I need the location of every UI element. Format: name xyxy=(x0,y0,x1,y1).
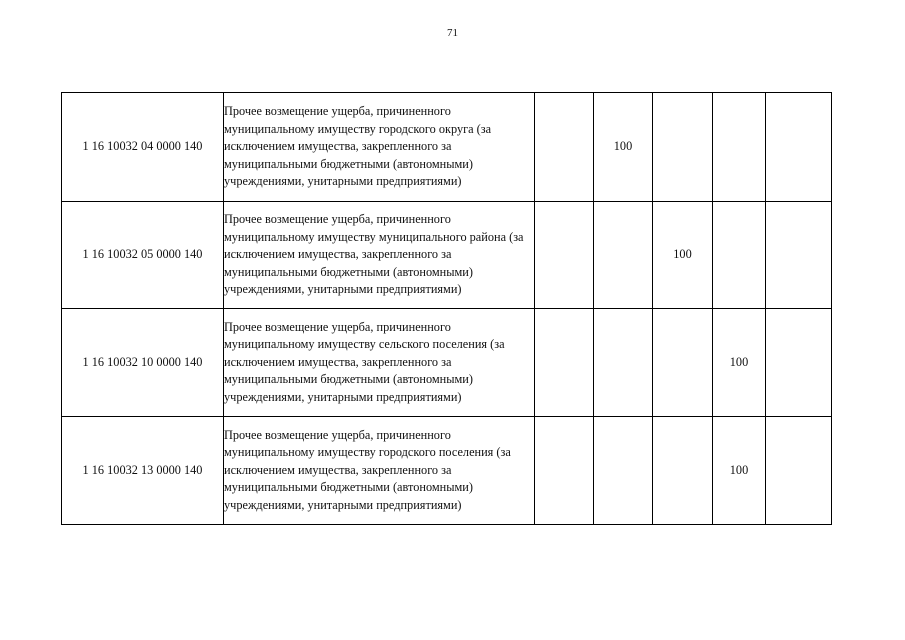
value-cell-5 xyxy=(766,93,832,202)
revenue-classification-table xyxy=(61,92,832,525)
value-cell-2: 100 xyxy=(594,93,653,202)
value-cell-5 xyxy=(766,417,832,525)
value-cell-1 xyxy=(535,417,594,525)
value-cell-5 xyxy=(766,202,832,309)
budget-code-cell: 1 16 10032 04 0000 140 xyxy=(62,93,224,202)
value-cell-3 xyxy=(653,93,713,202)
revenue-name-cell: Прочее возмещение ущерба, причиненного муниципальному имуществу муниципального района (за исключением имущества, закрепленного за муниципальными бюджетными (автономными) учреждениями, унитарными предприятиями) xyxy=(224,202,535,309)
value-cell-5 xyxy=(766,309,832,417)
budget-code-cell: 1 16 10032 05 0000 140 xyxy=(62,202,224,309)
budget-code-cell: 1 16 10032 13 0000 140 xyxy=(62,417,224,525)
value-cell-1 xyxy=(535,309,594,417)
value-cell-2 xyxy=(594,309,653,417)
table-row xyxy=(62,309,832,417)
page-number: 71 xyxy=(447,27,458,39)
value-cell-1 xyxy=(535,93,594,202)
table-row xyxy=(62,93,832,202)
value-cell-2 xyxy=(594,417,653,525)
value-cell-1 xyxy=(535,202,594,309)
value-cell-3 xyxy=(653,417,713,525)
table-row xyxy=(62,417,832,525)
value-cell-4: 100 xyxy=(713,417,766,525)
value-cell-3: 100 xyxy=(653,202,713,309)
value-cell-4: 100 xyxy=(713,309,766,417)
value-cell-3 xyxy=(653,309,713,417)
revenue-name-cell: Прочее возмещение ущерба, причиненного муниципальному имуществу сельского поселения (за исключением имущества, закрепленного за муниципальными бюджетными (автономными) учреждениями, унитарными предприятиями) xyxy=(224,309,535,417)
revenue-name-cell: Прочее возмещение ущерба, причиненного муниципальному имуществу городского поселения (за исключением имущества, закрепленного за муниципальными бюджетными (автономными) учреждениями, унитарными предприятиями) xyxy=(224,417,535,525)
value-cell-2 xyxy=(594,202,653,309)
revenue-name-cell: Прочее возмещение ущерба, причиненного муниципальному имуществу городского округа (за исключением имущества, закрепленного за муниципальными бюджетными (автономными) учреждениями, унитарными предприятиями) xyxy=(224,93,535,202)
value-cell-4 xyxy=(713,202,766,309)
budget-code-cell: 1 16 10032 10 0000 140 xyxy=(62,309,224,417)
table-row xyxy=(62,202,832,309)
value-cell-4 xyxy=(713,93,766,202)
